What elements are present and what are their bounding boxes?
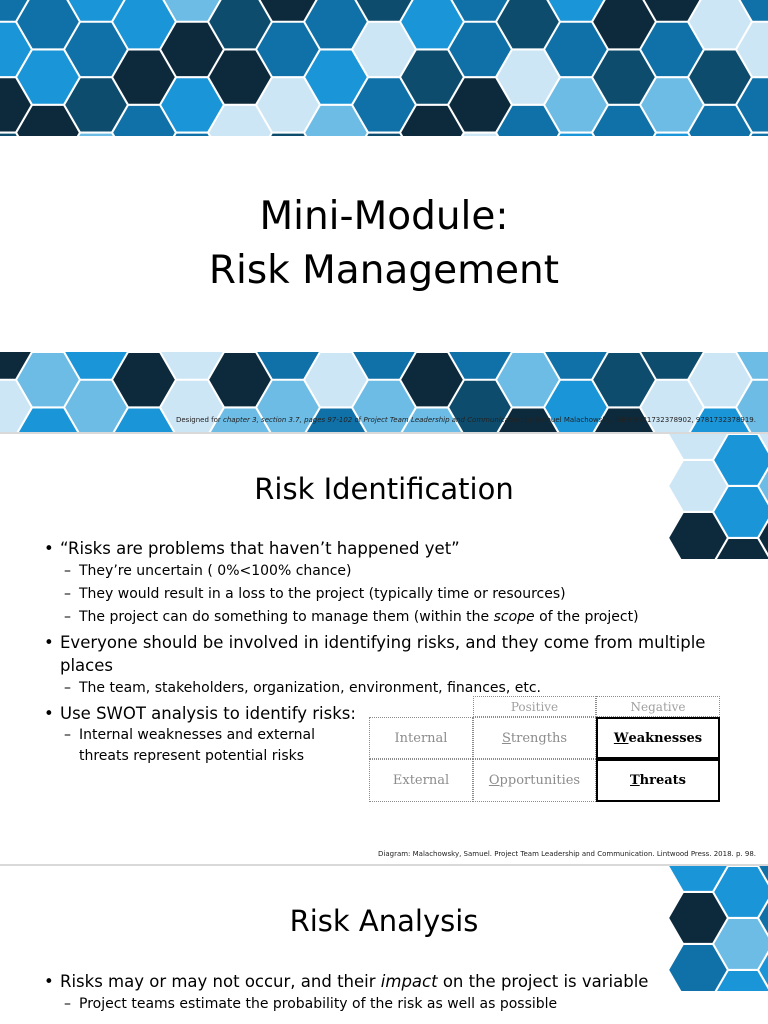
hexagon-tile (545, 23, 607, 76)
title-line-2: Risk Management (208, 248, 560, 293)
hexagon-tile (545, 78, 607, 131)
hexagon-tile (353, 381, 415, 432)
hexagon-tile (401, 51, 463, 104)
hexagon-tile (497, 51, 559, 104)
hexagon-tile (209, 0, 271, 48)
hexagon-tile (545, 381, 607, 432)
hexagon-tile (497, 353, 559, 406)
hexagon-tile (209, 51, 271, 104)
hexagon-tile (161, 23, 223, 76)
swot-weaknesses: W eaknesses (596, 717, 720, 759)
bullet-item: • Everyone should be involved in identifying risks, and they come from multiple places (44, 631, 744, 677)
sub-bullet-item: – The project can do something to manage them (within the scope of the project) (64, 609, 639, 625)
hexagon-tile (17, 51, 79, 104)
hexagon-tile (161, 381, 223, 432)
bullet-list (44, 970, 744, 1016)
hexagon-tile (113, 0, 175, 48)
swot-row-external: External (369, 759, 473, 802)
slide-title (0, 190, 768, 298)
hexagon-tile (689, 353, 751, 406)
hexagon-tile (401, 0, 463, 48)
bullet-item: • Use SWOT analysis to identify risks: (44, 702, 744, 725)
risk-analysis-slide (0, 866, 768, 1024)
hexagon-tile (593, 51, 655, 104)
swot-opportunities: O pportunities (473, 759, 596, 802)
hexagon-tile (449, 23, 511, 76)
design-credit: Designed for chapter 3, section 3.7, pages 97-102 of Project Team Leadership and Communication by Samuel Malachowsky, ISBN 9781732378902, 9781732378919. (175, 416, 756, 424)
hexagon-pattern-top (0, 0, 768, 136)
hexagon-tile (65, 23, 127, 76)
hexagon-tile (641, 78, 703, 131)
hexagon-tile (305, 353, 367, 406)
risk-identification-slide (0, 434, 768, 864)
diagram-credit: Diagram: Malachowsky, Samuel. Project Team Leadership and Communication. Lintwood Press. 2018. p. 98. (378, 850, 756, 858)
hexagon-tile (257, 381, 319, 432)
title-line-1: Mini-Module: (259, 194, 509, 239)
swot-threats: T hreats (596, 759, 720, 802)
hexagon-tile (305, 51, 367, 104)
hexagon-tile (257, 23, 319, 76)
credit-chapter: chapter 3, section 3.7, pages 97-102 (222, 416, 353, 424)
sub-bullet-item: – Project teams estimate the probability of the risk as well as possible (64, 996, 558, 1012)
hexagon-tile (305, 0, 367, 48)
hexagon-tile (353, 23, 415, 76)
swot-row-internal: Internal (369, 717, 473, 759)
credit-book: Project Team Leadership and Communication (363, 416, 523, 424)
hexagon-tile (209, 353, 271, 406)
bullet-item: • Risks may or may not occur, and their impact on the project is variable (44, 970, 744, 993)
hexagon-tile (113, 353, 175, 406)
hexagon-tile (641, 23, 703, 76)
hexagon-tile (113, 51, 175, 104)
hexagon-tile (497, 0, 559, 48)
hexagon-tile (641, 381, 703, 432)
hexagon-tile (65, 381, 127, 432)
hexagon-tile (593, 353, 655, 406)
title-slide (0, 0, 768, 432)
bullet-item: • “Risks are problems that haven’t happened yet” (44, 537, 744, 560)
sub-bullet-item: – The team, stakeholders, organization, environment, finances, etc. (64, 680, 541, 696)
sub-bullet-item: – Internal weaknesses and external threats represent potential risks (64, 727, 315, 764)
hexagon-tile (17, 0, 79, 48)
hexagon-tile (65, 78, 127, 131)
sub-bullet-item: – They’re uncertain ( 0%<100% chance) (64, 563, 352, 579)
sub-bullet-item: – They would result in a loss to the project (typically time or resources) (64, 586, 566, 602)
slide-title: Risk Analysis (289, 904, 479, 938)
swot-header-negative: Negative (596, 696, 720, 717)
swot-header-positive: Positive (473, 696, 596, 717)
hexagon-tile (161, 78, 223, 131)
swot-strengths: S trengths (473, 717, 596, 759)
hexagon-tile (689, 51, 751, 104)
hexagon-tile (401, 353, 463, 406)
hexagon-tile (689, 0, 751, 48)
hexagon-tile (449, 78, 511, 131)
slide-title: Risk Identification (254, 472, 514, 506)
hexagon-tile (257, 78, 319, 131)
hexagon-tile (593, 0, 655, 48)
hexagon-tile (449, 381, 511, 432)
hexagon-tile (17, 353, 79, 406)
hexagon-tile (353, 78, 415, 131)
